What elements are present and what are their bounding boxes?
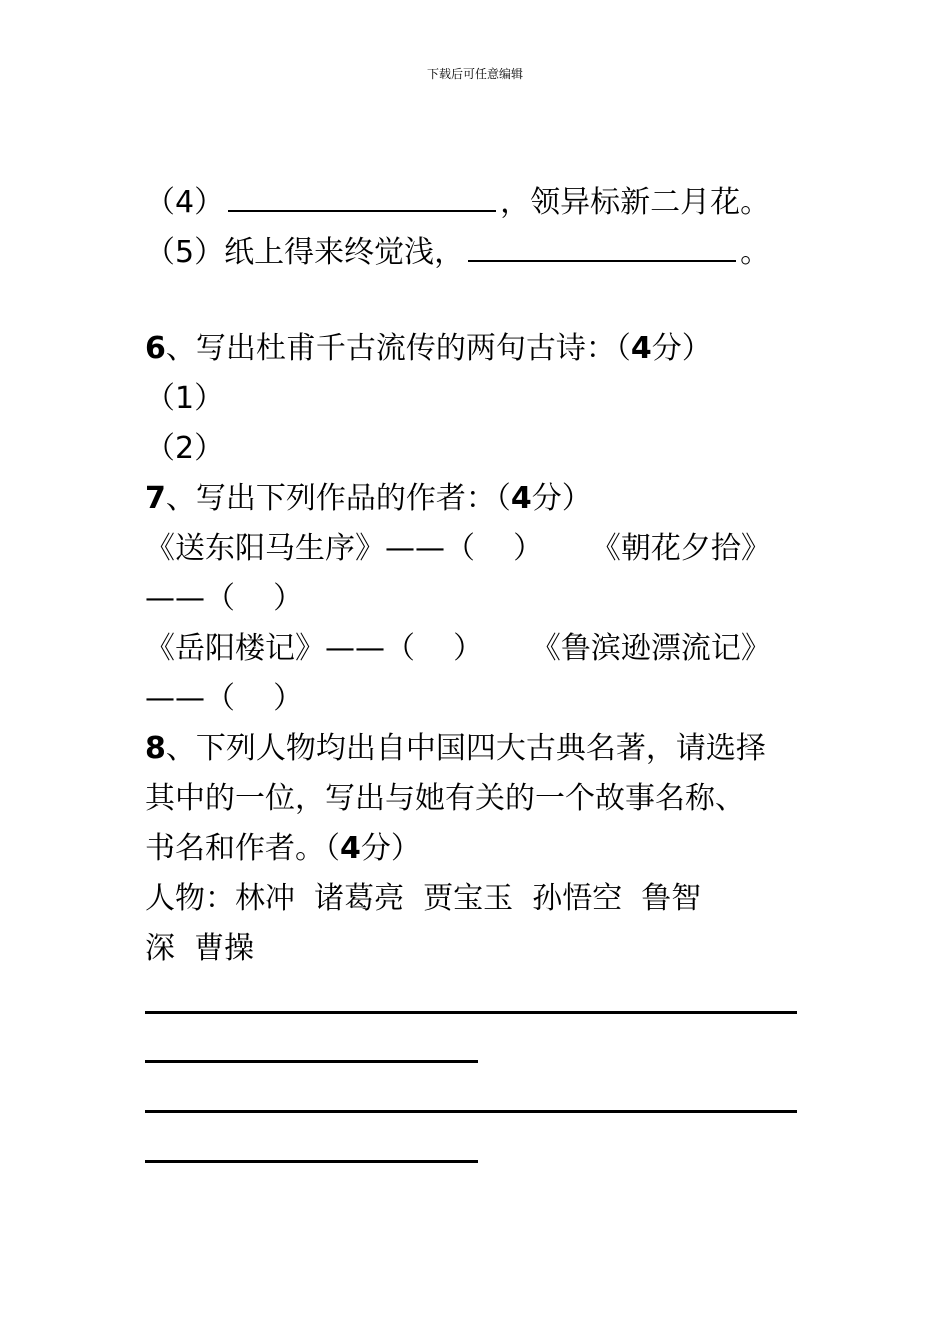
q6-text: 、写出杜甫千古流传的两句古诗：（ bbox=[165, 331, 631, 366]
q6-unit: 分） bbox=[651, 331, 712, 366]
q7-text: 、写出下列作品的作者：（ bbox=[165, 481, 511, 516]
item-4-blank[interactable] bbox=[228, 174, 496, 212]
answer-line-2[interactable] bbox=[145, 1060, 478, 1063]
q7-row-2: 《岳阳楼记》——（ ） 《鲁滨逊漂流记》 bbox=[145, 631, 771, 666]
q6-number: 6 bbox=[145, 331, 166, 366]
question-6 bbox=[145, 324, 810, 374]
q7-unit: 分） bbox=[531, 481, 592, 516]
item-5-blank[interactable] bbox=[468, 224, 736, 262]
item-5-number: （5） bbox=[145, 235, 225, 270]
document-body bbox=[145, 174, 810, 974]
q8-line-2: 其中的一位，写出与她有关的一个故事名称、 bbox=[145, 781, 745, 816]
q8-number: 8 bbox=[145, 731, 166, 766]
q8-score: 4 bbox=[340, 831, 361, 866]
answer-line-4[interactable] bbox=[145, 1160, 478, 1163]
q8-characters-2: 深 曹操 bbox=[145, 931, 255, 966]
q7-row-1b: ——（ ） bbox=[145, 581, 304, 616]
q8-line-3-text: 书名和作者。（ bbox=[145, 831, 340, 866]
q6-score: 4 bbox=[630, 331, 652, 366]
item-4-text: ，领异标新二月花。 bbox=[500, 185, 771, 220]
q8-line-1: 、下列人物均出自中国四大古典名著，请选择 bbox=[165, 731, 766, 766]
item-4-number: （4） bbox=[145, 185, 225, 220]
question-8 bbox=[145, 724, 810, 774]
q6-sub-1: （1） bbox=[145, 381, 225, 416]
item-5-text-after: 。 bbox=[740, 235, 771, 270]
q8-characters-1: 人物：林冲 诸葛亮 贾宝玉 孙悟空 鲁智 bbox=[145, 881, 702, 916]
item-5 bbox=[145, 224, 810, 274]
question-7 bbox=[145, 474, 810, 524]
item-4 bbox=[145, 174, 810, 224]
q7-row-2b: ——（ ） bbox=[145, 681, 304, 716]
q6-sub-2: （2） bbox=[145, 431, 225, 466]
answer-line-3[interactable] bbox=[145, 1110, 797, 1113]
q7-row-1: 《送东阳马生序》——（ ） 《朝花夕拾》 bbox=[145, 531, 771, 566]
answer-line-1[interactable] bbox=[145, 1011, 797, 1014]
page-header: 下载后可任意编辑 bbox=[426, 67, 523, 81]
item-5-text-before: 纸上得来终觉浅， bbox=[224, 235, 465, 270]
q7-number: 7 bbox=[145, 481, 166, 516]
spacer bbox=[145, 274, 810, 324]
q8-unit: 分） bbox=[360, 831, 421, 866]
q8-line-3 bbox=[145, 824, 810, 874]
q7-score: 4 bbox=[510, 481, 532, 516]
